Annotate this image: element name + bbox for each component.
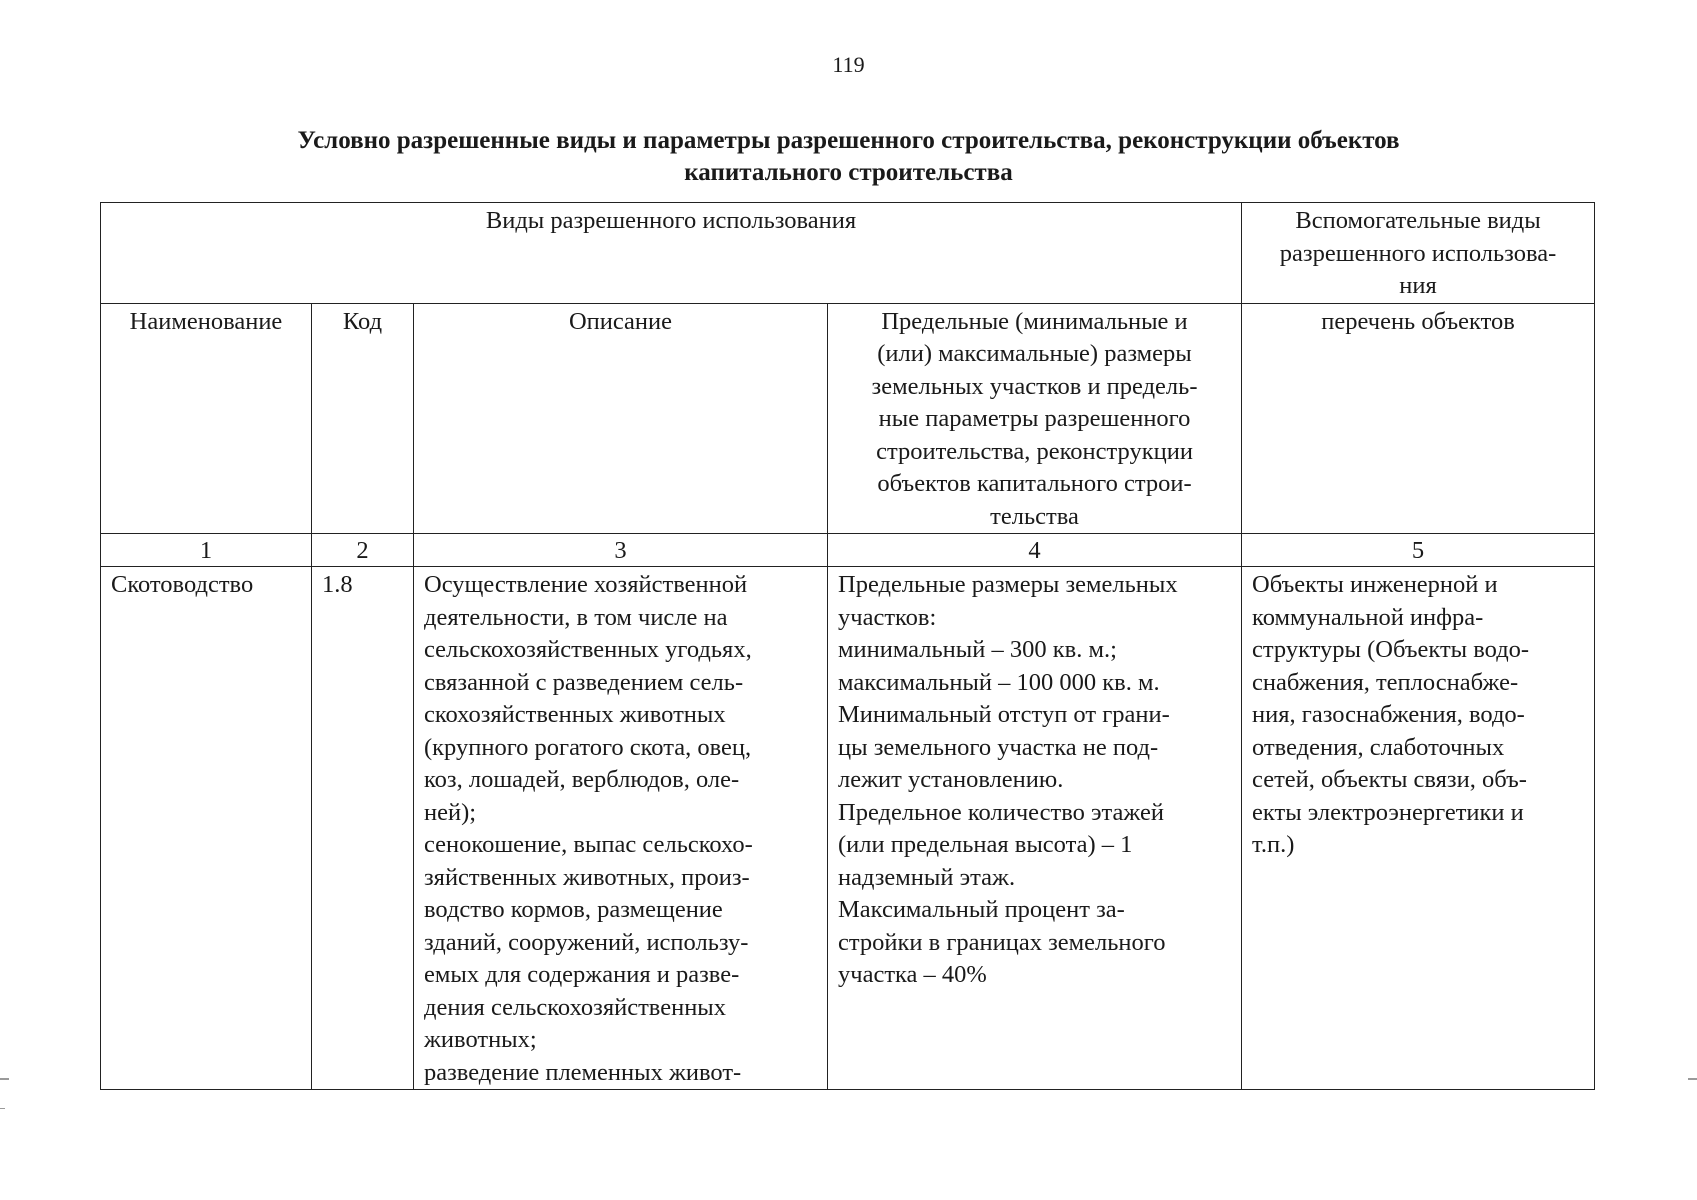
column-number-2: 2 <box>312 534 414 567</box>
cell-use-name <box>101 567 312 1090</box>
column-header-name <box>101 303 312 534</box>
cell-use-description-text: Осуществление хозяйственной деятельности, в том числе на сельскохозяйственных угодьях, связанной с разведением сель- скохозяйственных животных (крупного рогатого скота, овец, коз, лошадей, верблюдов, оле- ней); сенокошение, выпас сельскохо- зяйственных животных, произ- водство кормов, размещение зданий, сооружений, использу- емых для содержания и разве- дения сельскохозяйственных животных; разведение племенных живот- <box>424 571 753 1086</box>
table-group-header-row <box>101 203 1595 304</box>
column-number-4: 4 <box>828 534 1242 567</box>
column-header-description <box>414 303 828 534</box>
scan-edge-mark-left-lower <box>0 1108 5 1109</box>
cell-use-parameters-text: Предельные размеры земельных участков: минимальный – 300 кв. м.; максимальный – 100 000 кв. м. Минимальный отступ от грани- цы земельного участка не под- лежит установлению. Предельное количество этажей (или предельная высота) – 1 надземный этаж. Максимальный процент за- стройки в границах земельного участка – 40% <box>838 571 1178 988</box>
column-header-name-label: Наименование <box>129 307 283 335</box>
scan-edge-mark-right <box>1688 1078 1697 1080</box>
column-number-1: 1 <box>101 534 312 567</box>
table-row <box>101 567 1595 1090</box>
column-number-row <box>101 534 1595 567</box>
table-column-header-row <box>101 303 1595 534</box>
column-number-5: 5 <box>1242 534 1595 567</box>
document-title-line-2: капитального строительства <box>684 159 1013 186</box>
cell-use-code-text: 1.8 <box>322 571 353 598</box>
cell-use-parameters <box>828 567 1242 1090</box>
column-header-object-list <box>1242 303 1595 534</box>
column-header-code-label: Код <box>342 307 383 335</box>
scan-edge-mark-left <box>0 1078 9 1080</box>
cell-aux-objects-text: Объекты инженерной и коммунальной инфра- структуры (Объекты водо- снабжения, теплоснабже- ния, газоснабжения, водо- отведения, слаботочных сетей, объекты связи, объ- екты электроэнергетики и т.п.) <box>1252 571 1530 858</box>
document-title <box>100 125 1597 189</box>
group-header-auxiliary-uses-label: Вспомогательные виды разрешенного использова- ния <box>1279 207 1557 299</box>
permitted-use-table <box>100 202 1595 1090</box>
column-header-code <box>312 303 414 534</box>
group-header-auxiliary-uses <box>1242 203 1595 304</box>
document-title-line-1: Условно разрешенные виды и параметры разрешенного строительства, реконструкции объектов <box>297 127 1400 154</box>
cell-aux-objects <box>1242 567 1595 1090</box>
column-header-parameters-label: Предельные (минимальные и (или) максимальные) размеры земельных участков и предель- ные параметры разрешенного строительства, реконструкции объектов капитального строи- тельства <box>871 307 1198 530</box>
column-number-3: 3 <box>414 534 828 567</box>
cell-use-code <box>312 567 414 1090</box>
column-header-description-label: Описание <box>568 307 673 335</box>
cell-use-description <box>414 567 828 1090</box>
group-header-permitted-uses <box>101 203 1242 304</box>
page-number: 119 <box>832 52 865 77</box>
cell-use-name-text: Скотоводство <box>111 571 254 598</box>
group-header-permitted-uses-label: Виды разрешенного использования <box>485 207 857 234</box>
column-header-parameters <box>828 303 1242 534</box>
column-header-object-list-label: перечень объектов <box>1321 307 1515 335</box>
